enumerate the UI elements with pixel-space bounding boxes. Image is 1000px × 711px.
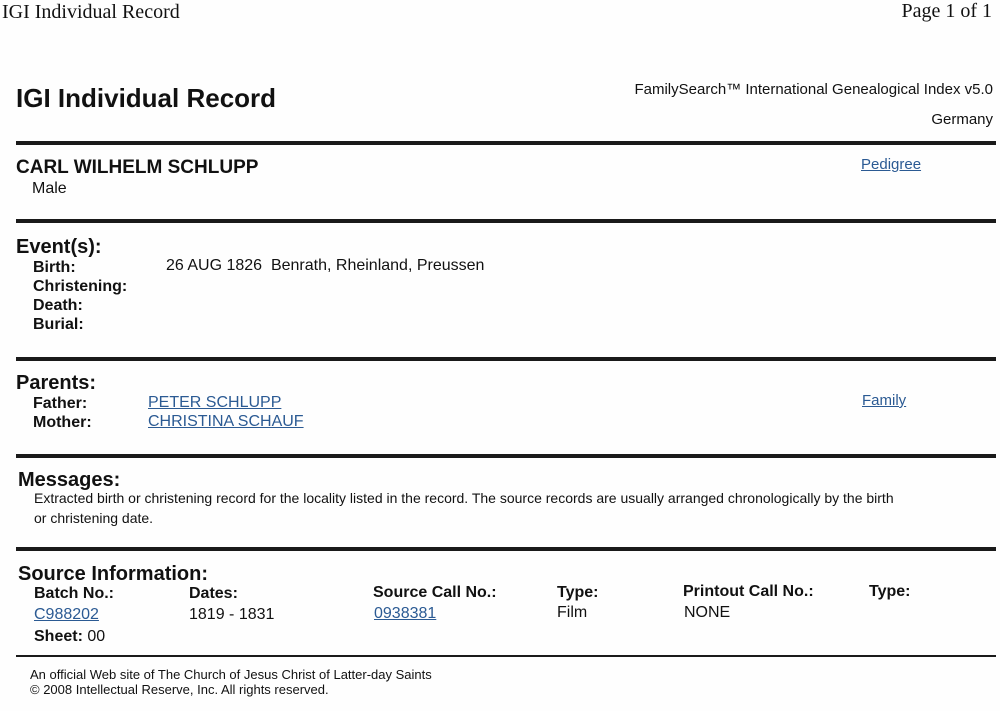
page-title: IGI Individual Record xyxy=(16,83,277,113)
divider xyxy=(16,454,996,458)
divider xyxy=(16,141,996,145)
dates-value: 1819 - 1831 xyxy=(189,606,275,623)
divider xyxy=(16,547,996,551)
message-text-line1: Extracted birth or christening record for the locality listed in the record. The source records are usually arranged chronologically by the birth xyxy=(34,490,894,506)
type-value: Film xyxy=(557,604,588,621)
death-label: Death: xyxy=(33,297,83,314)
mother-label: Mother: xyxy=(33,414,92,431)
person-name: CARL WILHELM SCHLUPP xyxy=(16,157,259,178)
divider xyxy=(16,357,996,361)
christening-label: Christening: xyxy=(33,278,128,295)
batch-label: Batch No.: xyxy=(34,585,114,602)
birth-value: 26 AUG 1826 Benrath, Rheinland, Preussen xyxy=(166,257,485,274)
source-call-link[interactable]: 0938381 xyxy=(374,605,437,622)
print-header-title: IGI Individual Record xyxy=(2,1,180,23)
pedigree-link[interactable]: Pedigree xyxy=(861,156,922,173)
divider xyxy=(16,655,996,657)
message-text-line2: or christening date. xyxy=(34,510,154,526)
parents-heading: Parents: xyxy=(16,372,97,394)
sheet-field xyxy=(34,628,105,646)
source-call-label: Source Call No.: xyxy=(373,584,497,601)
father-label: Father: xyxy=(33,395,88,412)
batch-link[interactable]: C988202 xyxy=(34,606,99,623)
father-link[interactable]: PETER SCHLUPP xyxy=(148,394,282,411)
page-number: Page 1 of 1 xyxy=(901,0,992,22)
dates-label: Dates: xyxy=(189,585,238,602)
footer-line1: An official Web site of The Church of Jesus Christ of Latter-day Saints xyxy=(30,667,432,682)
messages-heading: Messages: xyxy=(18,469,121,491)
sheet-value: 00 xyxy=(87,628,106,645)
type2-label: Type: xyxy=(869,583,911,600)
events-heading: Event(s): xyxy=(16,236,102,258)
printout-call-value: NONE xyxy=(684,604,731,621)
source-line: FamilySearch™ International Genealogical Index v5.0 xyxy=(634,81,993,98)
footer-copyright: © 2008 Intellectual Reserve, Inc. All rights reserved. xyxy=(30,682,329,697)
birth-label: Birth: xyxy=(33,259,76,276)
type-label: Type: xyxy=(557,584,599,601)
region: Germany xyxy=(931,111,993,128)
divider xyxy=(16,219,996,223)
mother-link[interactable]: CHRISTINA SCHAUF xyxy=(148,413,304,430)
source-heading: Source Information: xyxy=(18,563,209,585)
printout-call-label: Printout Call No.: xyxy=(683,583,814,600)
sheet-label: Sheet: xyxy=(34,628,83,645)
family-link[interactable]: Family xyxy=(862,392,907,409)
person-gender: Male xyxy=(32,180,67,197)
burial-label: Burial: xyxy=(33,316,84,333)
